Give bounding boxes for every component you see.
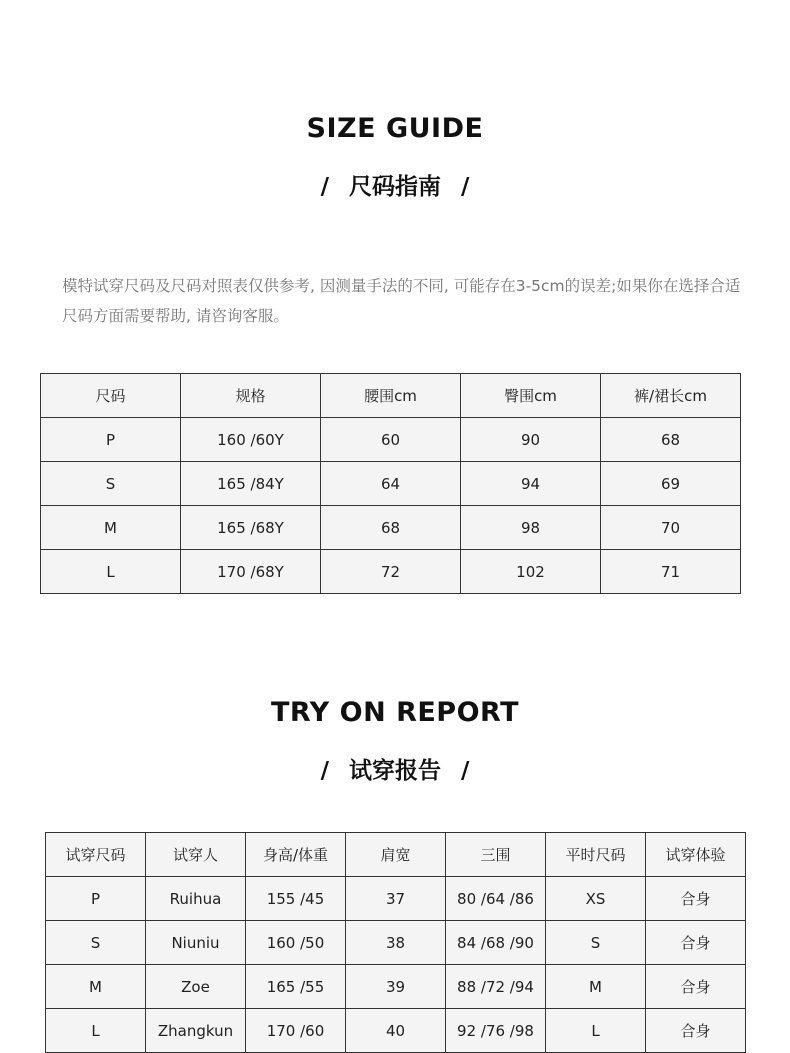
table-row (41, 462, 741, 506)
cell-fit: 合身 (646, 1009, 746, 1053)
cell-size: M (41, 506, 181, 550)
cell-shoulder: 40 (346, 1009, 446, 1053)
cell-model: Ruihua (146, 877, 246, 921)
try-on-table (45, 832, 746, 1053)
header-fit: 试穿体验 (646, 833, 746, 877)
table-header-row (41, 374, 741, 418)
cell-hip: 94 (461, 462, 601, 506)
cell-usual-size: L (546, 1009, 646, 1053)
table-header-row (46, 833, 746, 877)
cell-length: 70 (601, 506, 741, 550)
cell-waist: 60 (321, 418, 461, 462)
cell-model: Zoe (146, 965, 246, 1009)
cell-hip: 90 (461, 418, 601, 462)
cell-length: 69 (601, 462, 741, 506)
header-shoulder: 肩宽 (346, 833, 446, 877)
header-model: 试穿人 (146, 833, 246, 877)
header-hip: 臀围cm (461, 374, 601, 418)
header-waist: 腰围cm (321, 374, 461, 418)
cell-model: Niuniu (146, 921, 246, 965)
cell-spec: 165 /84Y (181, 462, 321, 506)
table-row (46, 1009, 746, 1053)
cell-height-weight: 165 /55 (246, 965, 346, 1009)
cell-waist: 68 (321, 506, 461, 550)
cell-height-weight: 170 /60 (246, 1009, 346, 1053)
size-disclaimer: 模特试穿尺码及尺码对照表仅供参考, 因测量手法的不同, 可能存在3-5cm的误差;如果你在选择合适尺码方面需要帮助, 请咨询客服。 (62, 277, 741, 325)
cell-usual-size: XS (546, 877, 646, 921)
table-row (41, 418, 741, 462)
table-row (46, 921, 746, 965)
cell-try-size: M (46, 965, 146, 1009)
header-height-weight: 身高/体重 (246, 833, 346, 877)
cell-spec: 170 /68Y (181, 550, 321, 594)
cell-waist: 64 (321, 462, 461, 506)
cell-measurements: 84 /68 /90 (446, 921, 546, 965)
table-row (41, 506, 741, 550)
header-usual-size: 平时尺码 (546, 833, 646, 877)
header-length: 裤/裙长cm (601, 374, 741, 418)
cell-height-weight: 160 /50 (246, 921, 346, 965)
cell-length: 68 (601, 418, 741, 462)
size-guide-subtitle: / 尺码指南 / (320, 174, 470, 200)
cell-measurements: 92 /76 /98 (446, 1009, 546, 1053)
cell-usual-size: M (546, 965, 646, 1009)
cell-usual-size: S (546, 921, 646, 965)
cell-try-size: L (46, 1009, 146, 1053)
cell-shoulder: 38 (346, 921, 446, 965)
table-row (46, 965, 746, 1009)
cell-shoulder: 39 (346, 965, 446, 1009)
cell-hip: 102 (461, 550, 601, 594)
cell-try-size: S (46, 921, 146, 965)
cell-hip: 98 (461, 506, 601, 550)
header-size: 尺码 (41, 374, 181, 418)
cell-fit: 合身 (646, 921, 746, 965)
cell-model: Zhangkun (146, 1009, 246, 1053)
cell-try-size: P (46, 877, 146, 921)
cell-size: L (41, 550, 181, 594)
cell-measurements: 88 /72 /94 (446, 965, 546, 1009)
cell-measurements: 80 /64 /86 (446, 877, 546, 921)
table-row (46, 877, 746, 921)
try-on-subtitle: / 试穿报告 / (320, 758, 470, 784)
cell-height-weight: 155 /45 (246, 877, 346, 921)
header-measurements: 三围 (446, 833, 546, 877)
cell-length: 71 (601, 550, 741, 594)
header-try-size: 试穿尺码 (46, 833, 146, 877)
try-on-title: TRY ON REPORT (270, 697, 520, 728)
cell-fit: 合身 (646, 877, 746, 921)
cell-size: P (41, 418, 181, 462)
cell-size: S (41, 462, 181, 506)
header-spec: 规格 (181, 374, 321, 418)
cell-fit: 合身 (646, 965, 746, 1009)
cell-shoulder: 37 (346, 877, 446, 921)
cell-waist: 72 (321, 550, 461, 594)
cell-spec: 160 /60Y (181, 418, 321, 462)
cell-spec: 165 /68Y (181, 506, 321, 550)
size-guide-title: SIZE GUIDE (306, 113, 484, 144)
table-row (41, 550, 741, 594)
size-chart-table (40, 373, 741, 594)
